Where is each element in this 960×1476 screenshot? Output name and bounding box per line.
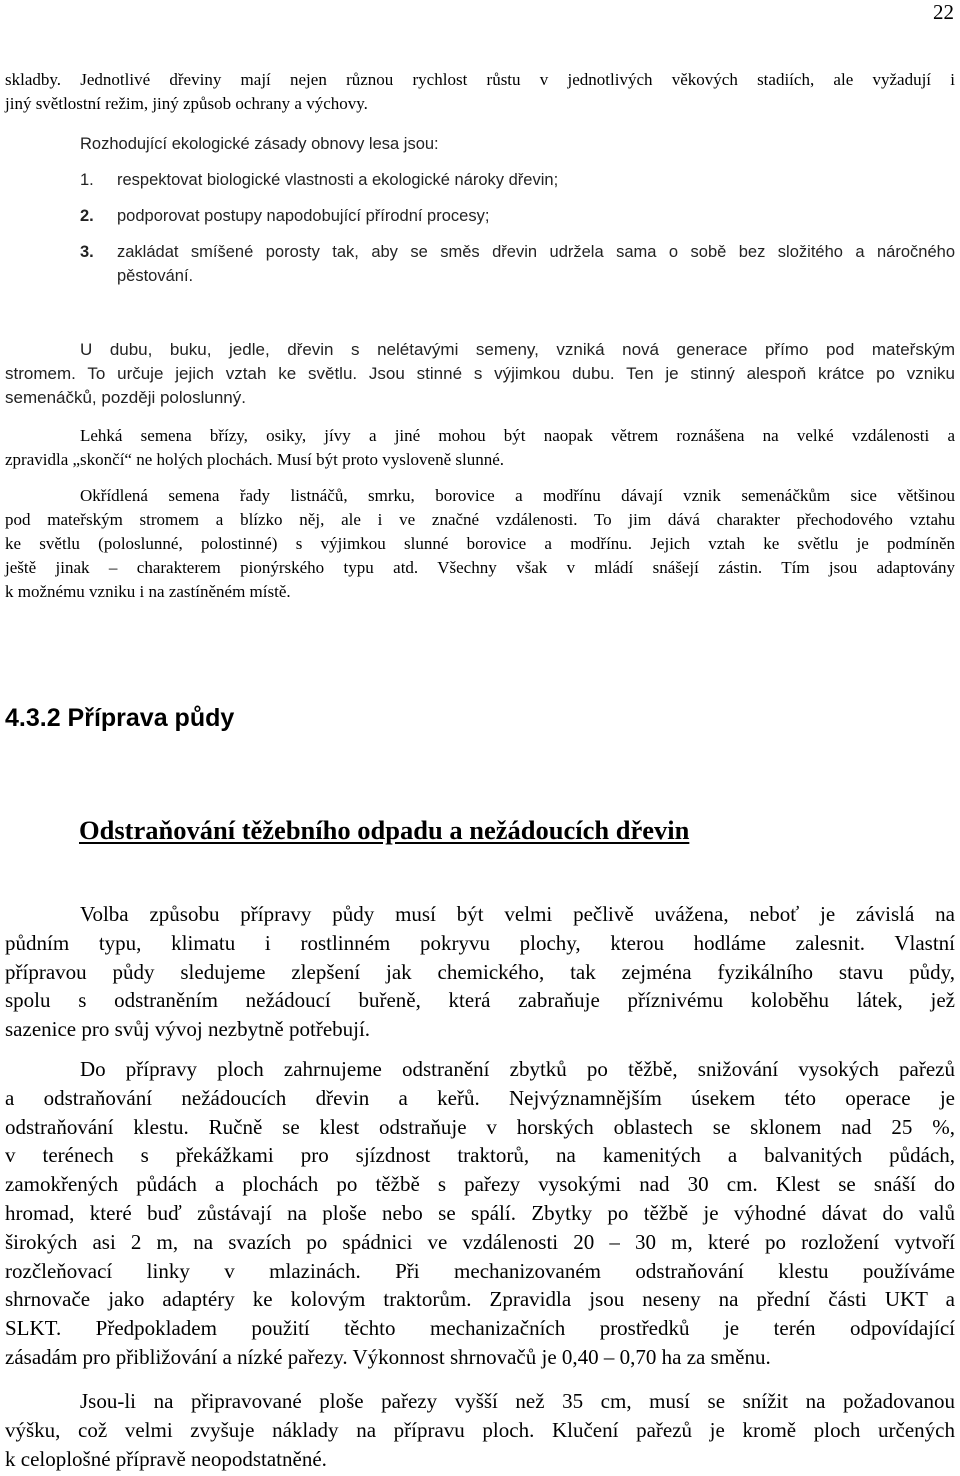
paragraph-line: výšku, což velmi zvyšuje náklady na přípravu ploch. Klučení pařezů je kromě ploch určených (5, 1417, 955, 1442)
sub-heading: Odstraňování těžebního odpadu a nežádoucích dřevin (79, 815, 690, 845)
paragraph-line: stromem. To určuje jejich vztah ke světlu. Jsou stinné s výjimkou dubu. Ten je stinný alespoň krátce po vzniku (5, 364, 955, 383)
paragraph-slash-removal (5, 1055, 955, 1372)
paragraph-line: v terénech s překážkami pro sjízdnost traktorů, na kamenitých a balvanitých půdách, (5, 1143, 955, 1168)
intro-line-1: skladby. Jednotlivé dřeviny mají nejen různou rychlost růstu v jednotlivých věkových stadiích, ale vyžadují i (5, 70, 955, 89)
paragraph-line: k možnému vzniku i na zastíněném místě. (5, 582, 291, 601)
paragraph-line: pod mateřským stromem a blízko něj, ale i ve značné vzdálenosti. To jim dává charakter přechodového vztahu (5, 510, 955, 529)
rule-item-1 (80, 168, 956, 192)
paragraph-light-seeds (5, 424, 955, 472)
paragraph-line: a odstraňování nežádoucích dřevin a keřů. Nejvýznamnějším úsekem této operace je (5, 1085, 955, 1110)
rule-number-2: 2. (80, 207, 94, 225)
paragraph-line: ještě jinak – charakterem pionýrského typu atd. Všechny však v mládí snášejí zástin. Tím jsou adaptovány (5, 558, 955, 577)
paragraph-line: zásadám pro přibližování a nízké pařezy. Výkonnost shrnovačů je 0,40 – 0,70 ha za směnu. (5, 1344, 771, 1369)
paragraph-line: Volba způsobu přípravy půdy musí být velmi pečlivě uvážena, neboť je závislá na (80, 902, 955, 926)
page-number: 22 (933, 0, 954, 24)
paragraph-line: zamokřených půdách a plochách po těžbě s pařezy vysokými nad 30 cm. Klest se snáší do (5, 1172, 955, 1197)
rule-text-3-line-2: pěstování. (117, 267, 194, 285)
paragraph-line: zpravidla „skončí“ ne holých plochách. Musí být proto vysloveně slunné. (5, 450, 505, 469)
intro-line-2: jiný světlostní režim, jiný způsob ochrany a výchovy. (5, 94, 368, 113)
section-heading: 4.3.2 Příprava půdy (5, 704, 235, 732)
paragraph-line: přípravou půdy sledujeme zlepšení jak chemického, tak zejména fyzikálního stavu půdy, (5, 959, 955, 984)
paragraph-line: hromad, které buď zůstávají na ploše nebo se spálí. Zbytky po těžbě je výhodné dávat do valů (5, 1200, 955, 1225)
paragraph-line: Okřídlená semena řady listnáčů, smrku, borovice a modřínu dávají vznik semenáčkům sice většinou (80, 486, 955, 505)
paragraph-oak-beech (5, 338, 955, 410)
paragraph-line: semenáčků, později poloslunný. (5, 388, 246, 407)
paragraph-line: širokých asi 2 m, na svazích po spádnici ve vzdálenosti 20 – 30 m, které po rozložení vytvoří (5, 1229, 955, 1254)
paragraph-soil-preparation (5, 900, 955, 1044)
paragraph-line: Do přípravy ploch zahrnujeme odstranění zbytků po těžbě, snižování vysokých pařezů (80, 1057, 955, 1081)
paragraph-line: ke světlu (poloslunné, polostinné) s výjimkou slunné borovice a modřínu. Jejich vztah ke světlu je podmíněn (5, 534, 955, 553)
paragraph-winged-seeds (5, 484, 955, 604)
rule-number-1: 1. (80, 171, 94, 189)
paragraph-line: půdním typu, klimatu i rostlinném pokryvu plochy, kterou hodláme zalesnit. Vlastní (5, 930, 955, 955)
rule-text-2: podporovat postupy napodobující přírodní procesy; (117, 207, 490, 225)
paragraph-line: SLKT. Předpokladem použití těchto mechanizačních prostředků je terén odpovídající (5, 1316, 955, 1341)
rule-text-3 (117, 240, 955, 288)
paragraph-line: k celoplošné přípravě neopodstatněné. (5, 1446, 327, 1471)
rule-number-3: 3. (80, 243, 94, 261)
rule-text-3-line-1: zakládat smíšené porosty tak, aby se směs dřevin udržela sama o sobě bez složitého a náročného (117, 243, 955, 261)
paragraph-line: shrnovače jako adaptéry ke kolovým traktorům. Zpravidla jsou neseny na přední části UKT a (5, 1287, 955, 1312)
rules-heading: Rozhodující ekologické zásady obnovy lesa jsou: (80, 135, 439, 153)
rule-item-2 (80, 204, 956, 228)
paragraph-line: Jsou-li na připravované ploše pařezy vyšší než 35 cm, musí se snížit na požadovanou (80, 1389, 955, 1413)
paragraph-line: Lehká semena břízy, osiky, jívy a jiné mohou být naopak větrem roznášena na velké vzdálenosti a (80, 426, 955, 445)
rule-text-1: respektovat biologické vlastnosti a ekologické nároky dřevin; (117, 171, 559, 189)
rule-item-3 (80, 240, 956, 288)
paragraph-line: sazenice pro svůj vývoj nezbytně potřebují. (5, 1017, 371, 1042)
paragraph-stumps (5, 1387, 955, 1473)
paragraph-line: U dubu, buku, jedle, dřevin s nelétavými semeny, vzniká nová generace přímo pod mateřským (80, 340, 955, 359)
intro-paragraph (5, 68, 955, 116)
paragraph-line: rozčleňovací linky v mlazinách. Při mechanizovaném odstraňování klestu používáme (5, 1258, 955, 1283)
paragraph-line: spolu s odstraněním nežádoucí buřeně, která zabraňuje příznivému koloběhu látek, jež (5, 988, 955, 1013)
paragraph-line: odstraňování klestu. Ručně se klest odstraňuje v horských oblastech se sklonem nad 25 %, (5, 1114, 955, 1139)
